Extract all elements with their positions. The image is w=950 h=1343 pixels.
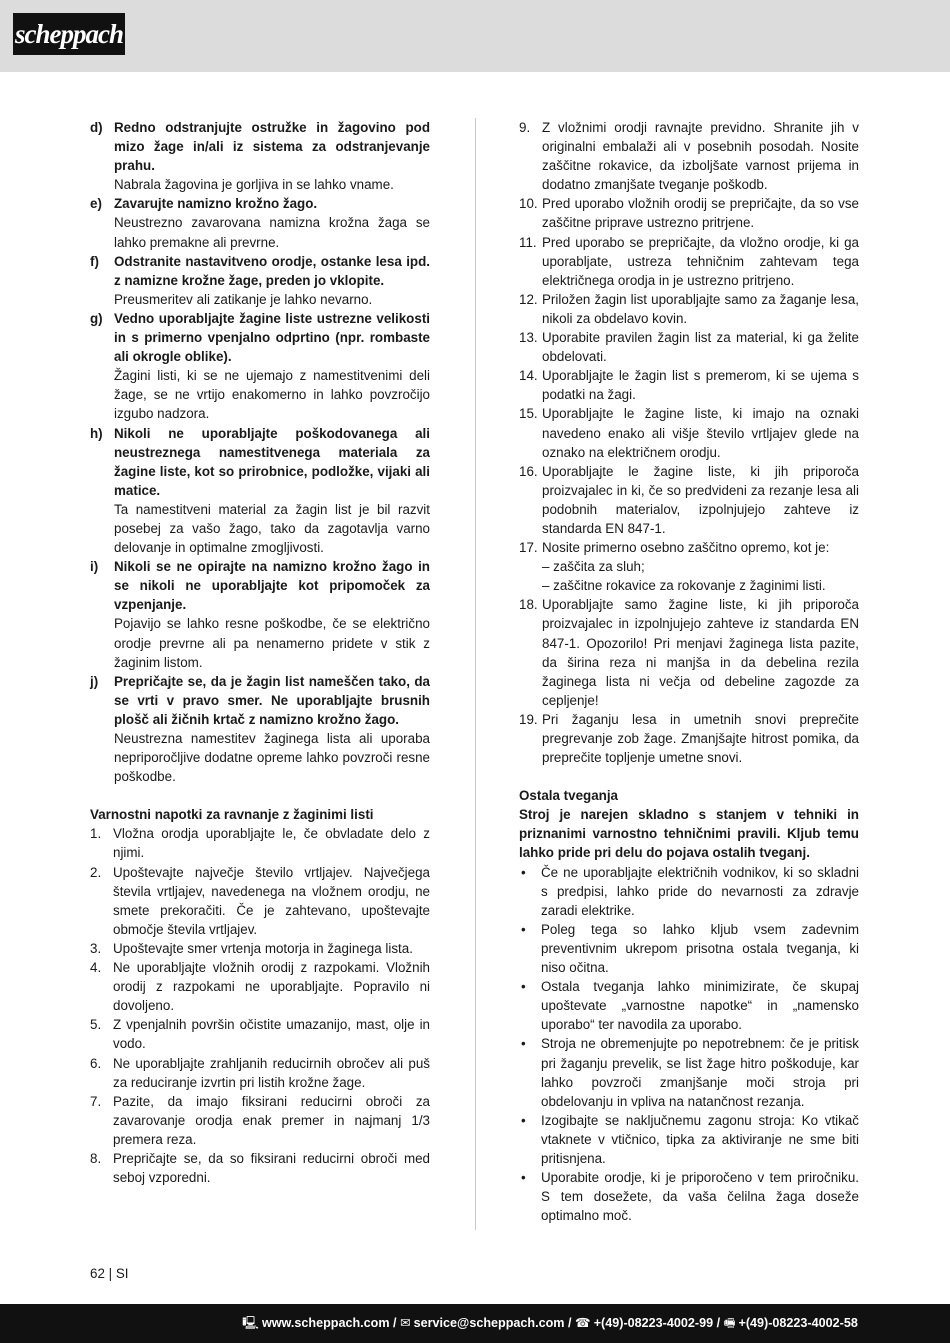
numbered-item: 1. Vložna orodja uporabljajte le, če obvladate delo z njimi. [90,826,430,861]
safety-item-i: i) Nikoli se ne opirajte na namizno krožno žago in se nikoli ne uporabljajte kot pripomoček za vzpenjanje. Pojavijo se lahko resne poškodbe, če se električno orodje prevrne ali pa nenamerno pridete v stik z žaginim listom. [90,559,430,670]
safety-item-h: h) Nikoli ne uporabljajte poškodovanega ali neustreznega namestitvenega materiala za žagine liste, kot so prirobnice, podložke, vijaki ali matice. Ta namestitveni material za žagin list je bil razvit posebej za vašo žago, tako da zagotavlja varno delovanje in optimalne zmogljivosti. [90,425,430,556]
safety-item-g: g) Vedno uporabljajte žagine liste ustrezne velikosti in s primerno vpenjalno odprtino (npr. rombaste ali okrogle oblike). Žagini listi, ki se ne ujemajo z namestitvenimi deli žage, se ne vrtijo enakomerno in lahko povzročijo izgubo nadzora. [90,310,430,422]
numbered-item: 18. Uporabljajte samo žagine liste, ki jih priporoča proizvajalec in izpolnjujejo zahteve iz standarda EN 847-1. Opozorilo! Pri menjavi žaginega lista pazite, da širina reza ni manjša in da debelina rezila žaginega lista ni večja od debeline zagozde za cepljenje! [519,597,859,708]
left-column [90,118,430,1187]
section-intro: Stroj je narejen skladno s stanjem v tehniki in priznanimi varnostno tehničnimi pravili. Kljub temu lahko pride pri delu do pojava ostalih tveganj. [519,807,859,861]
fax-icon: 🖷 [723,1316,736,1330]
right-column [519,118,859,1225]
section-heading: Ostala tveganja [519,788,618,804]
numbered-item: 10. Pred uporabo vložnih orodij se prepričajte, da so vse zaščitne priprave ustrezno pritrjene. [519,196,859,231]
page-number: 62 | SI [90,1266,129,1281]
contact-footer [0,1304,950,1343]
website-link[interactable]: www.scheppach.com / [261,1316,397,1330]
numbered-item: 6. Ne uporabljajte zrahljanih reducirnih obročev ali puš za reduciranje izvrtin pri listih krožne žage. [90,1055,430,1090]
bullet-item: • Ostala tveganja lahko minimizirate, če skupaj upoštevate „varnostne napotke“ in „namensko uporabo“ ter navodila za uporabo. [521,979,859,1033]
bullet-item: • Uporabite orodje, ki je priporočeno v tem priročniku. S tem dosežete, da vaša čelilna žaga doseže optimalno moč. [521,1170,859,1224]
bullet-item: • Stroja ne obremenjujte po nepotrebnem: če je pritisk pri žaganju prevelik, se list žage hitro poškoduje, kar lahko povzroči zmanjšanje moči stroja pri obdelovanju in vpliva na natančnost rezanja. [521,1036,859,1109]
numbered-item: 5. Z vpenjalnih površin očistite umazanijo, mast, olje in vodo. [90,1017,430,1052]
page-header [0,0,950,72]
numbered-item: 7. Pazite, da imajo fiksirani reducirni obroči za zavarovanje orodja enak premer in najmanj 1/3 premera reza. [90,1093,430,1147]
fax-number: +(49)-08223-4002-58 [738,1316,858,1330]
mail-icon: ✉ [400,1316,411,1330]
computer-icon: 🖳 [242,1316,259,1330]
numbered-item: 17. Nosite primerno osebno zaščitno opremo, kot je: – zaščita za sluh; – zaščitne rokavice za rokovanje z žaginimi listi. [519,540,830,594]
safety-item-d: d) Redno odstranjujte ostružke in žagovino pod mizo žage in/ali iz sistema za odstranjevanje prahu. Nabrala žagovina je gorljiva in se lahko vname. [90,120,430,193]
numbered-item: 3. Upoštevajte smer vrtenja motorja in žaginega lista. [90,940,413,956]
numbered-item: 13. Uporabite pravilen žagin list za material, ki ga želite obdelovati. [519,330,859,365]
safety-item-j: j) Prepričajte se, da je žagin list nameščen tako, da se vrti v pravo smer. Ne uporabljajte brusnih plošč ali žičnih krtač z namizno krožno žago. Neustrezna namestitev žaginega lista ali uporaba nepriporočljive dodatne opreme lahko povzroči resne poškodbe. [90,673,430,785]
safety-item-f: f) Odstranite nastavitveno orodje, ostanke lesa ipd. z namizne krožne žage, preden jo vklopite. Preusmeritev ali zatikanje je lahko nevarno. [90,253,430,307]
phone-icon: ☎ [575,1316,591,1330]
numbered-item: 2. Upoštevajte največje število vrtljajev. Največjega števila vrtljajev, navedenega na vložnem orodju, ne smete prekoračiti. Če je zahtevano, upoštevajte območje števila vrtljajev. [90,864,430,937]
bullet-item: • Če ne uporabljajte električnih vodnikov, ki so skladni s predpisi, lahko pride do nevarnosti za zdravje zaradi elektrike. [521,864,859,918]
phone-number: +(49)-08223-4002-99 / [593,1316,721,1330]
bullet-item: • Izogibajte se naključnemu zagonu stroja: Ko vtikač vtaknete v vtičnico, tipka za aktiviranje ne sme biti pritisnjena. [521,1112,859,1166]
bullet-item: • Poleg tega so lahko kljub vsem zadevnim preventivnim ukrepom prisotna ostala tveganja, ki niso očitna. [521,921,859,976]
numbered-item: 11. Pred uporabo se prepričajte, da vložno orodje, ki ga uporabljate, ustreza tehničnim zahtevam tega električnega orodja in je ustrezno pritrjeno. [519,234,859,288]
numbered-item: 14. Uporabljajte le žagin list s premerom, ki se ujema s podatki na žagi. [519,368,859,403]
email-link[interactable]: service@scheppach.com / [413,1316,572,1330]
numbered-item: 12. Priložen žagin list uporabljajte samo za žaganje lesa, nikoli za obdelavo kovin. [519,291,859,326]
numbered-item: 15. Uporabljajte le žagine liste, ki imajo na oznaki navedeno enako ali višje število vrtljajev glede na oznako na električnem orodju. [519,406,859,460]
section-heading: Varnostni napotki za ravnanje z žaginimi listi [90,807,374,823]
numbered-item: 19. Pri žaganju lesa in umetnih snovi preprečite pregrevanje zob žage. Zmanjšajte hitrost pomika, da preprečite topljenje umetne snovi. [519,711,859,766]
column-divider [475,118,476,1230]
brand-logo: scheppach [13,13,125,55]
numbered-item: 8. Prepričajte se, da so fiksirani reducirni obroči med seboj vzporedni. [90,1150,430,1186]
numbered-item: 16. Uporabljajte le žagine liste, ki jih priporoča proizvajalec in ki, če so predvideni za rezanje lesa ali podobnih materialov, izpolnjujejo zahteve iz standarda EN 847-1. [519,463,859,536]
numbered-item: 9. Z vložnimi orodji ravnajte previdno. Shranite jih v originalni embalaži ali v posebnih posodah. Nosite zaščitne rokavice, da izboljšate varnost prijema in dodatno zmanjšate tveganje poškodb. [519,120,859,193]
safety-item-e: e) Zavarujte namizno krožno žago. Neustrezno zavarovana namizna krožna žaga se lahko premakne ali prevrne. [90,196,430,250]
numbered-item: 4. Ne uporabljajte vložnih orodij z razpokami. Vložnih orodij z razpokami ne uporabljajte. Popravilo ni dovoljeno. [90,960,430,1014]
